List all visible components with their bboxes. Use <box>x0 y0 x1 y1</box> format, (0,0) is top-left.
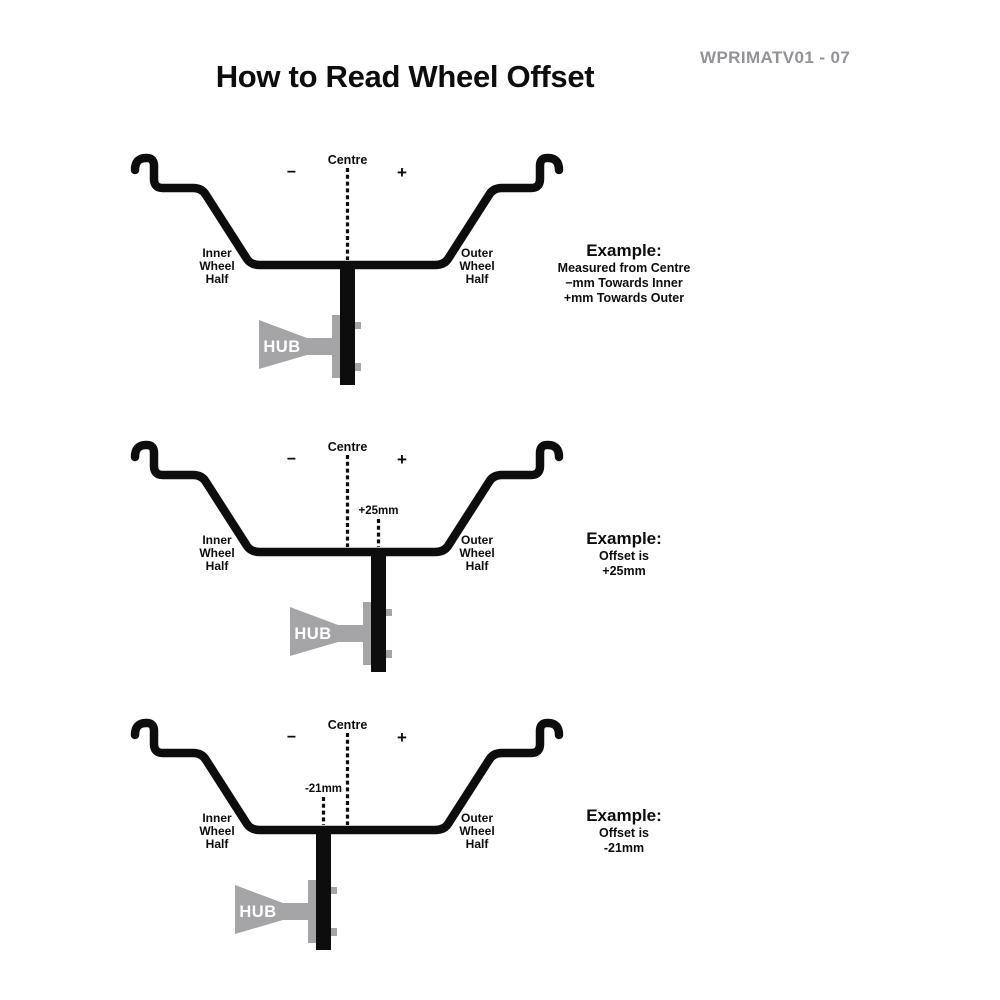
example-block-negative-offset <box>522 805 726 856</box>
wheel-stud-bottom <box>331 928 338 936</box>
example-heading: Example: <box>586 529 662 548</box>
outer-label-line: Half <box>465 559 489 573</box>
hub-neck <box>337 625 366 642</box>
hub-label: HUB <box>263 338 301 356</box>
example-heading: Example: <box>586 806 662 825</box>
minus-sign-label: − <box>286 164 297 181</box>
example-block-positive-offset <box>522 528 726 579</box>
inner-wheel-half-label <box>199 811 234 851</box>
wheel-cross-section-svg <box>125 148 565 403</box>
bar-hub-group <box>259 261 361 385</box>
outer-label-line: Outer <box>460 246 494 260</box>
inner-label-line: Inner <box>202 246 232 260</box>
example-line: +mm Towards Outer <box>563 291 685 306</box>
offset-indicator <box>359 505 399 547</box>
outer-label-line: Outer <box>460 811 494 825</box>
outer-label-line: Wheel <box>459 546 495 560</box>
document-code: WPRIMATV01 - 07 <box>700 48 851 67</box>
wheel-cross-section-svg <box>125 713 565 968</box>
plus-sign-label: + <box>397 450 407 469</box>
centre-label: Centre <box>327 153 368 167</box>
example-line: +25mm <box>602 564 646 579</box>
outer-wheel-half-label <box>459 811 494 851</box>
minus-sign-label: − <box>286 451 297 468</box>
example-line: Offset is <box>598 549 649 563</box>
mounting-face-bar <box>316 826 331 950</box>
inner-label-line: Wheel <box>199 259 235 273</box>
wheel-stud-top <box>331 887 338 894</box>
inner-label-line: Wheel <box>199 546 235 560</box>
wheel-cross-section-svg <box>125 435 565 690</box>
example-block-zero-offset <box>522 240 726 307</box>
inner-label-line: Half <box>205 272 229 286</box>
minus-sign-label: − <box>286 729 297 746</box>
outer-wheel-half-label <box>459 533 494 573</box>
outer-label-line: Wheel <box>459 824 495 838</box>
example-line: Offset is <box>598 826 649 840</box>
hub-neck <box>282 903 311 920</box>
mounting-face-bar <box>340 261 355 385</box>
inner-wheel-half-label <box>199 246 234 286</box>
outer-label-line: Wheel <box>459 259 495 273</box>
inner-label-line: Inner <box>202 811 232 825</box>
inner-wheel-half-label <box>199 533 234 573</box>
outer-wheel-half-label <box>459 246 494 286</box>
example-line: -21mm <box>603 841 645 856</box>
inner-label-line: Half <box>205 837 229 851</box>
diagram-negative-offset <box>125 713 565 968</box>
centre-label: Centre <box>327 440 368 454</box>
page-title: How to Read Wheel Offset <box>215 59 595 94</box>
outer-label-line: Outer <box>460 533 494 547</box>
inner-label-line: Wheel <box>199 824 235 838</box>
wheel-stud-top <box>355 322 362 329</box>
bar-hub-group <box>235 826 337 950</box>
plus-sign-label: + <box>397 163 407 182</box>
inner-label-line: Inner <box>202 533 232 547</box>
offset-value-label: +25mm <box>358 505 399 517</box>
offset-indicator <box>305 783 342 825</box>
diagram-positive-offset <box>125 435 565 690</box>
example-heading: Example: <box>586 241 662 260</box>
hub-label: HUB <box>294 625 332 643</box>
outer-label-line: Half <box>465 837 489 851</box>
bar-hub-group <box>290 548 392 672</box>
diagram-zero-offset <box>125 148 565 403</box>
hub-label: HUB <box>239 903 277 921</box>
wheel-stud-top <box>386 609 393 616</box>
plus-sign-label: + <box>397 728 407 747</box>
wheel-stud-bottom <box>355 363 362 371</box>
outer-label-line: Half <box>465 272 489 286</box>
example-line: −mm Towards Inner <box>565 276 683 291</box>
offset-value-label: -21mm <box>304 783 343 795</box>
inner-label-line: Half <box>205 559 229 573</box>
mounting-face-bar <box>371 548 386 672</box>
wheel-stud-bottom <box>386 650 393 658</box>
centre-label: Centre <box>327 718 368 732</box>
example-line: Measured from Centre <box>557 261 691 275</box>
hub-neck <box>306 338 335 355</box>
